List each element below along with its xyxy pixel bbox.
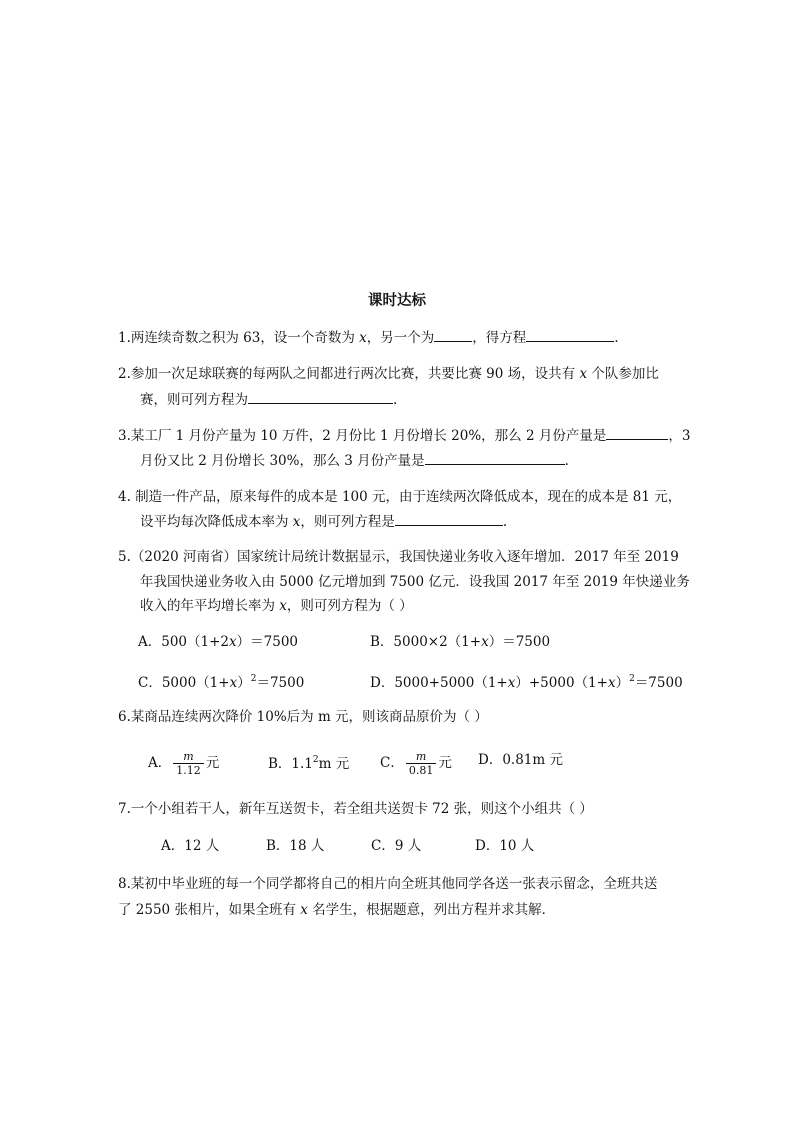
question-5-line-2: 年我国快递业务收入由 5000 亿元增加到 7500 亿元．设我国 2017 年至 2019 年快递业务 bbox=[140, 574, 690, 590]
q7-option-b[interactable]: B．18 人 bbox=[266, 838, 325, 854]
answer-blank-4[interactable] bbox=[395, 511, 503, 526]
question-6: 6.某商品连续两次降价 10%后为 m 元，则该商品原价为（ ） bbox=[118, 709, 488, 725]
q5-option-a[interactable]: A．500（1+2x）＝7500 bbox=[138, 634, 298, 650]
fraction-m-over-0.81: $\frac{m}{0.81}$ bbox=[406, 750, 437, 777]
question-2-line-1: 2.参加一次足球联赛的每两队之间都进行两次比赛，共要比赛 90 场，设共有 x 个队参加比 bbox=[118, 366, 659, 382]
answer-blank-1a[interactable] bbox=[434, 327, 472, 342]
q7-option-c[interactable]: C．9 人 bbox=[371, 838, 422, 854]
q6-option-d[interactable]: D．0.81m 元 bbox=[478, 752, 563, 768]
question-8-line-2: 了 2550 张相片，如果全班有 x 名学生，根据题意，列出方程并求其解． bbox=[118, 902, 556, 918]
fraction-m-over-1.12: $\frac{m}{1.12}$ bbox=[173, 750, 204, 777]
q6-option-c[interactable]: C． $\frac{m}{0.81}$ 元 bbox=[380, 750, 452, 777]
q5-option-b[interactable]: B．5000×2（1+x）＝7500 bbox=[370, 634, 551, 650]
question-7: 7.一个小组若干人，新年互送贺卡，若全组共送贺卡 72 张，则这个小组共（ ） bbox=[118, 801, 593, 817]
question-2-line-2: 赛，则可列方程为 . bbox=[140, 389, 397, 410]
q5-option-c[interactable]: C．$5000(1+x)^2=7500$ bbox=[138, 674, 305, 691]
q5-option-d[interactable]: D．$5000+5000(1+x)+5000(1+x)^2=7500$ bbox=[370, 674, 683, 691]
answer-blank-3a[interactable] bbox=[606, 425, 668, 440]
question-5-line-1: 5.（2020 河南省）国家统计局统计数据显示，我国快递业务收入逐年增加．2017 年至 2019 bbox=[118, 549, 679, 565]
answer-blank-3b[interactable] bbox=[425, 450, 565, 465]
question-4-line-1: 4. 制造一件产品，原来每件的成本是 100 元，由于连续两次降低成本，现在的成本是 81 元， bbox=[118, 489, 682, 505]
question-3-line-1: 3.某工厂 1 月份产量为 10 万件，2 月份比 1 月份增长 20%，那么 2 月份产量是 ，3 bbox=[118, 425, 690, 446]
question-5-line-3: 收入的年平均增长率为 x，则可列方程为（ ） bbox=[140, 598, 413, 614]
answer-blank-1b[interactable] bbox=[526, 327, 614, 342]
q6-option-a[interactable]: A． $\frac{m}{1.12}$ 元 bbox=[148, 750, 220, 777]
q6-option-b[interactable]: B．$1.1^2m$ 元 bbox=[268, 755, 350, 772]
question-1: 1.两连续奇数之积为 63，设一个奇数为 x，另一个为 ，得方程 . bbox=[118, 327, 619, 348]
section-title: 课时达标 bbox=[368, 292, 426, 309]
question-4-line-2: 设平均每次降低成本率为 x，则可列方程是 . bbox=[140, 511, 507, 532]
answer-blank-2[interactable] bbox=[248, 389, 393, 404]
question-8-line-1: 8.某初中毕业班的每一个同学都将自己的相片向全班其他同学各送一张表示留念，全班共送 bbox=[118, 876, 658, 892]
question-3-line-2: 月份又比 2 月份增长 30%，那么 3 月份产量是 . bbox=[140, 450, 569, 471]
q7-option-a[interactable]: A．12 人 bbox=[161, 838, 220, 854]
q7-option-d[interactable]: D．10 人 bbox=[475, 838, 535, 854]
